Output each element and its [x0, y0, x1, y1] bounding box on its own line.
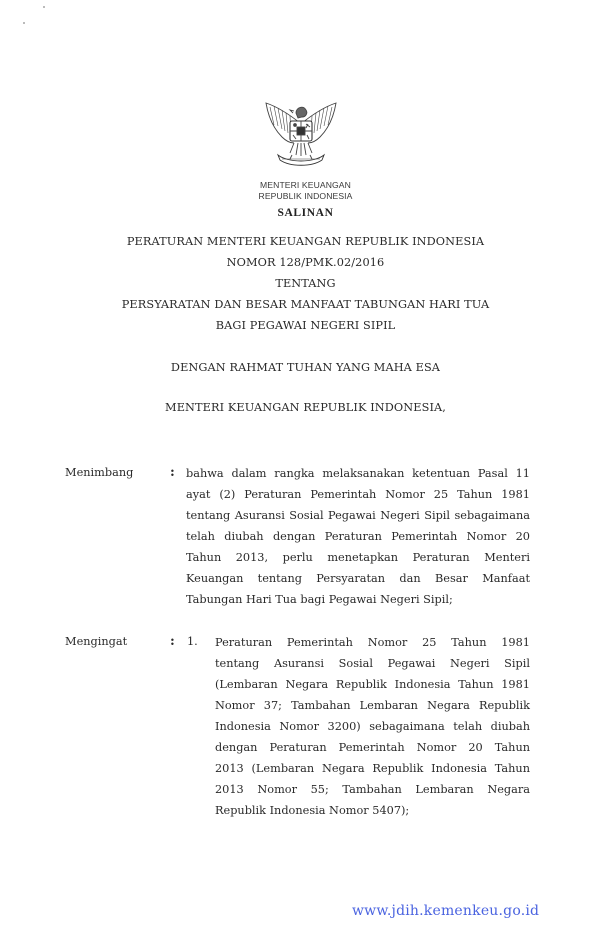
menimbang-line: bahwa dalam rangka melaksanakan ketentuan Pasal 11: [186, 467, 530, 480]
mengingat-item-number: 1.: [187, 635, 198, 648]
mengingat-line: 2013 (Lembaran Negara Republik Indonesia Tahun: [215, 762, 530, 775]
menimbang-line: Tahun 2013, perlu menetapkan Peraturan Menteri: [186, 551, 530, 564]
mengingat-line: Indonesia Nomor 3200) sebagaimana telah diubah: [215, 720, 530, 733]
footer-website-link[interactable]: www.jdih.kemenkeu.go.id: [352, 903, 540, 919]
mengingat-label: Mengingat: [65, 635, 128, 648]
scan-speck: [23, 22, 25, 24]
menimbang-line: tentang Asuransi Sosial Pegawai Negeri Sipil sebagaimana: [186, 509, 530, 522]
mengingat-line: Peraturan Pemerintah Nomor 25 Tahun 1981: [215, 636, 530, 649]
mengingat-line: tentang Asuransi Sosial Pegawai Negeri Sipil: [215, 657, 530, 670]
mengingat-line: (Lembaran Negara Republik Indonesia Tahun 1981: [215, 678, 530, 691]
menimbang-line: Tabungan Hari Tua bagi Pegawai Negeri Sipil;: [186, 593, 453, 606]
menimbang-line: ayat (2) Peraturan Pemerintah Nomor 25 Tahun 1981: [186, 488, 530, 501]
mengingat-item-text: [215, 632, 530, 821]
mengingat-line: Republik Indonesia Nomor 5407);: [215, 804, 410, 817]
scan-speck: [43, 6, 45, 8]
mengingat-line: Nomor 37; Tambahan Lembaran Negara Republik: [215, 699, 530, 712]
garuda-emblem-icon: [260, 93, 342, 175]
menimbang-label: Menimbang: [65, 466, 134, 479]
mengingat-colon: :: [170, 634, 175, 649]
menimbang-line: Keuangan tentang Persyaratan dan Besar Manfaat: [186, 572, 530, 585]
mengingat-line: dengan Peraturan Pemerintah Nomor 20 Tahun: [215, 741, 530, 754]
menimbang-line: telah diubah dengan Peraturan Pemerintah Nomor 20: [186, 530, 530, 543]
regulation-subject-line1: PERSYARATAN DAN BESAR MANFAAT TABUNGAN HARI TUA: [121, 298, 490, 311]
regulation-number: NOMOR 128/PMK.02/2016: [226, 256, 385, 269]
invocation: DENGAN RAHMAT TUHAN YANG MAHA ESA: [170, 361, 441, 374]
ministry-name-line2: REPUBLIK INDONESIA: [258, 191, 353, 201]
regulation-subject-line2: BAGI PEGAWAI NEGERI SIPIL: [215, 319, 396, 332]
menimbang-colon: :: [170, 465, 175, 480]
menimbang-text: [186, 463, 530, 610]
copy-mark: SALINAN: [277, 207, 334, 219]
issuer: MENTERI KEUANGAN REPUBLIK INDONESIA,: [165, 401, 446, 414]
mengingat-line: 2013 Nomor 55; Tambahan Lembaran Negara: [215, 783, 530, 796]
regulation-about: TENTANG: [275, 277, 336, 290]
ministry-name-line1: MENTERI KEUANGAN: [260, 180, 351, 190]
regulation-title: PERATURAN MENTERI KEUANGAN REPUBLIK INDONESIA: [126, 235, 485, 248]
